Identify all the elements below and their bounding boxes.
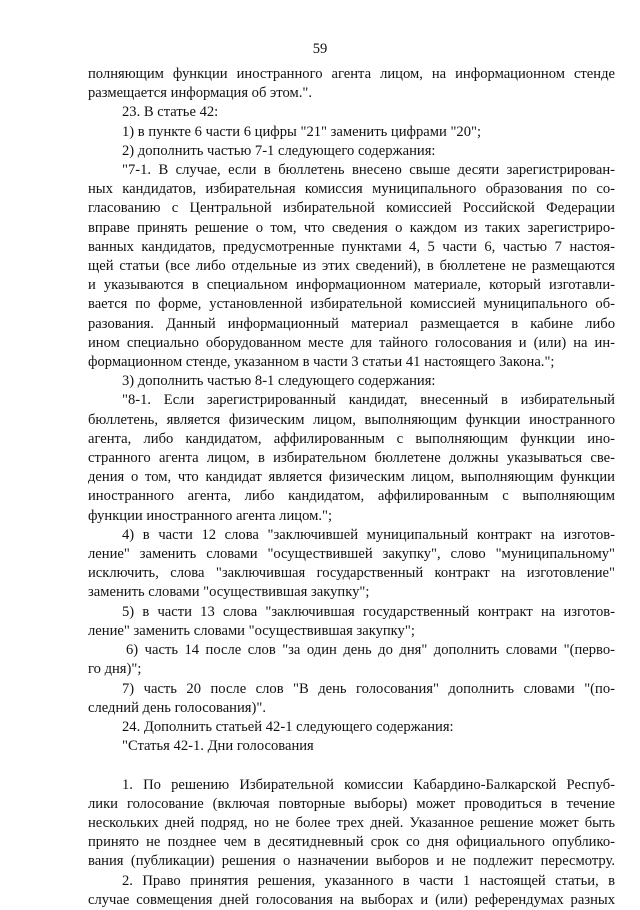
text-line: ление" заменить словами "осуществившая закупку"; — [88, 622, 415, 639]
text-line: ином специально оборудованном месте для тайного голосования и (или) на ин- — [88, 334, 615, 351]
text-line: ных кандидатов, избирательная комиссия муниципального образования по со- — [88, 181, 615, 198]
text-line: случае совмещения дней голосования на выборах и (или) референдумах разных — [88, 891, 615, 908]
text-line: вания (публикации) решения о назначении выборов и не подлежит пересмотру. — [88, 853, 615, 870]
text-line: дения о том, что кандидат является физическим лицом, выполняющим функции — [88, 469, 615, 486]
text-line: 6) часть 14 после слов "за один день до дня" дополнить словами "(перво- — [126, 642, 615, 659]
text-line: 5) в части 13 слова "заключившая государственный контракт на изготов- — [122, 603, 615, 620]
text-line: 2. Право принятия решения, указанного в части 1 настоящей статьи, в — [122, 872, 615, 889]
text-line: разования. Данный информационный материал размещается в кабине либо — [88, 315, 615, 332]
text-line: функции иностранного агента лицом."; — [88, 507, 332, 524]
document-body — [88, 65, 615, 910]
text-line: 1) в пункте 6 части 6 цифры "21" заменить цифрами "20"; — [122, 123, 482, 140]
text-line: заменить словами "осуществившая закупку"; — [88, 584, 370, 601]
text-line: лики голосование (включая повторные выборы) может проводиться в течение — [88, 795, 615, 812]
text-line: полняющим функции иностранного агента лицом, на информационном стенде — [88, 66, 615, 82]
text-line: 23. В статье 42: — [122, 104, 219, 121]
text-line: и указываются в специальном информационном материале, который изготавли- — [88, 277, 615, 294]
text-line: "7-1. В случае, если в бюллетень внесено свыше десяти зарегистрирован- — [122, 162, 615, 179]
text-line: агента, либо кандидатом, аффилированным с выполняющим функции ино- — [88, 430, 615, 447]
text-line: ванных кандидатов, предусмотренные пунктами 4, 5 части 6, частью 7 настоя- — [88, 238, 615, 255]
text-line: иностранного агента, либо кандидатом, аффилированным с выполняющим — [88, 488, 615, 505]
text-line: "Статья 42-1. Дни голосования — [122, 738, 314, 755]
text-line: вается по форме, установленной избирательной комиссией муниципального об- — [88, 296, 615, 313]
text-line: 3) дополнить частью 8-1 следующего содержания: — [122, 373, 436, 390]
text-line: вправе принять решение о том, что сведения о каждом из таких зарегистриро- — [88, 219, 615, 236]
text-line: странного агента лицом, в избирательном бюллетене должны указываться све- — [88, 450, 615, 467]
text-line: формационном стенде, указанном в части 3 статьи 41 настоящего Закона."; — [88, 354, 555, 371]
text-line: щей статьи (все либо отдельные из этих сведений), в бюллетене не размещаются — [88, 258, 615, 275]
text-line: 4) в части 12 слова "заключившей муниципальный контракт на изготов- — [122, 526, 615, 543]
text-line: 24. Дополнить статьей 42-1 следующего содержания: — [122, 718, 454, 735]
text-line: гласованию с Центральной избирательной комиссией Российской Федерации — [88, 200, 615, 217]
page-number: 59 — [312, 41, 328, 57]
text-line: "8-1. Если зарегистрированный кандидат, внесенный в избирательный — [122, 392, 615, 409]
text-line: исключить, слова "заключившая государственный контракт на изготовление" — [88, 565, 615, 582]
text-line: нескольких дней подряд, но не более трех дней. Указанное решение может быть — [88, 814, 615, 831]
text-line: бюллетень, является физическим лицом, выполняющим функции иностранного — [88, 411, 615, 428]
text-line: 2) дополнить частью 7-1 следующего содержания: — [122, 142, 436, 159]
text-line: следний день голосования)". — [88, 699, 266, 716]
text-line: 1. По решению Избирательной комиссии Кабардино-Балкарской Респуб- — [122, 776, 615, 793]
text-line: го дня)"; — [88, 661, 142, 678]
text-line: размещается информация об этом.". — [88, 85, 313, 102]
blank-line — [88, 756, 615, 775]
text-line: 7) часть 20 после слов "В день голосования" дополнить словами "(по- — [122, 680, 615, 697]
text-line: ление" заменить словами "осуществившей закупку", слово "муниципальному" — [88, 546, 615, 563]
text-line: принято не позднее чем в десятидневный срок со дня официального опублико- — [88, 834, 615, 851]
